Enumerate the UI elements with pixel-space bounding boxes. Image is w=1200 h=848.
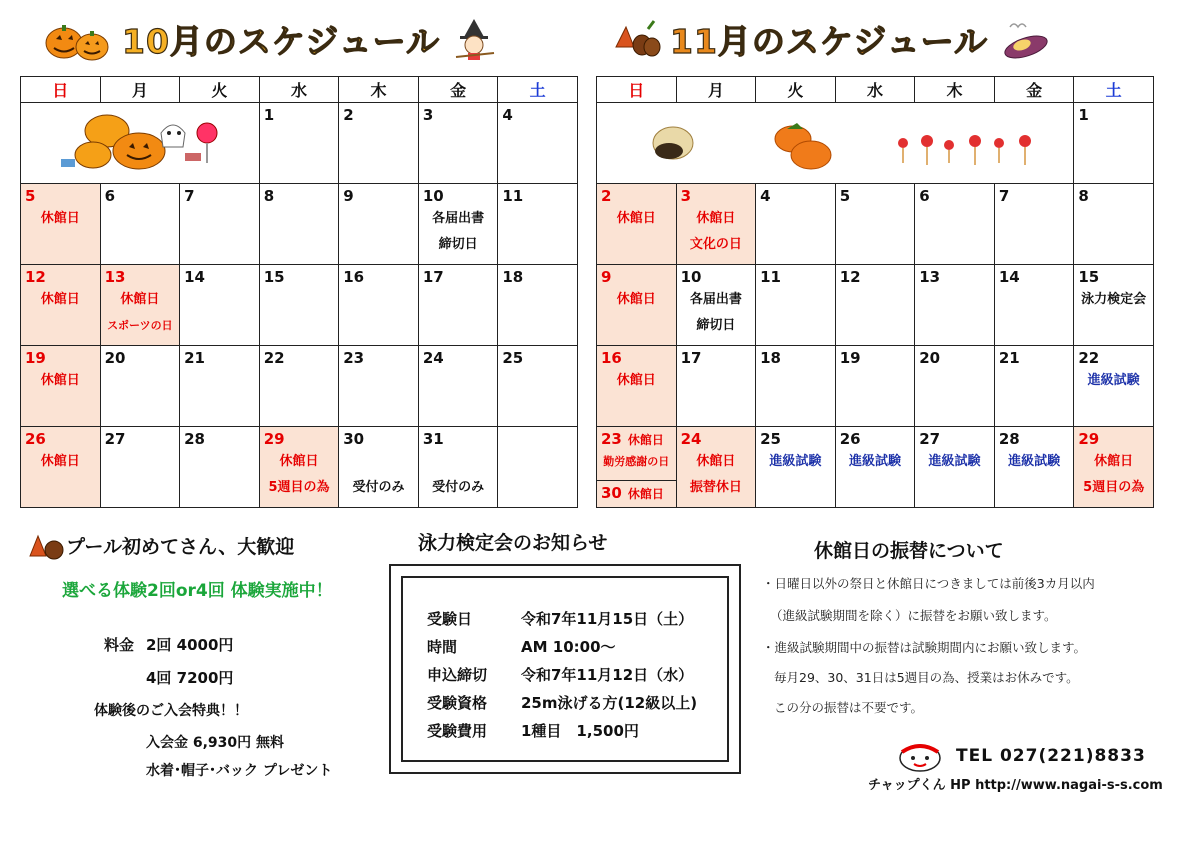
november-title-bar bbox=[612, 14, 1052, 64]
day-number: 4 bbox=[502, 106, 513, 124]
day-number: 18 bbox=[760, 349, 781, 367]
day-cell bbox=[756, 346, 836, 427]
weekday-tue: 火 bbox=[756, 77, 836, 103]
day-number: 17 bbox=[422, 268, 444, 286]
weekday-fri: 金 bbox=[418, 77, 498, 103]
day-number: 30 bbox=[343, 430, 365, 448]
sweet-potato-icon bbox=[996, 17, 1052, 61]
day-cell bbox=[498, 427, 578, 508]
day-cell bbox=[418, 346, 498, 427]
day-cell bbox=[180, 346, 260, 427]
exam-row bbox=[427, 664, 693, 685]
day-note: 休館日 bbox=[696, 211, 736, 226]
day-number: 14 bbox=[184, 268, 205, 286]
transfer-line: この分の振替は不要です。 bbox=[774, 700, 924, 715]
day-cell bbox=[339, 184, 419, 265]
day-number: 9 bbox=[601, 268, 612, 286]
exam-row-label: 受験費用 bbox=[427, 722, 488, 740]
day-number: 2 bbox=[343, 106, 354, 124]
day-cell bbox=[498, 103, 578, 184]
day-number: 23 bbox=[601, 430, 622, 448]
day-cell bbox=[498, 184, 578, 265]
weekday-sun: 日 bbox=[21, 77, 101, 103]
day-number: 2 bbox=[601, 187, 612, 205]
day-number: 20 bbox=[104, 349, 126, 367]
day-note: 勤労感謝の日 bbox=[603, 455, 670, 468]
day-note: 5週目の為 bbox=[1083, 480, 1145, 495]
weekday-thu: 木 bbox=[339, 77, 419, 103]
day-cell bbox=[597, 346, 677, 427]
day-cell bbox=[418, 184, 498, 265]
exam-row-value: 令和7年11月12日（水） bbox=[521, 666, 694, 684]
weekday-header bbox=[21, 77, 578, 103]
day-cell bbox=[339, 346, 419, 427]
day-number: 10 bbox=[422, 187, 444, 205]
contact-block bbox=[868, 738, 1163, 798]
day-note: 進級試験 bbox=[1087, 373, 1140, 388]
week-row bbox=[597, 103, 1154, 184]
day-note: 休館日 bbox=[40, 373, 80, 388]
day-cell bbox=[100, 346, 180, 427]
day-number: 13 bbox=[104, 268, 126, 286]
day-number: 23 bbox=[343, 349, 365, 367]
pool-fee-1: 2回 4000円 bbox=[146, 636, 234, 654]
day-cell bbox=[835, 346, 915, 427]
chestnut-icon bbox=[612, 17, 662, 61]
weekday-sat: 土 bbox=[498, 77, 578, 103]
day-cell bbox=[915, 427, 995, 508]
day-number: 19 bbox=[839, 349, 861, 367]
day-number: 24 bbox=[680, 430, 702, 448]
day-number: 24 bbox=[422, 349, 444, 367]
week-row bbox=[597, 265, 1154, 346]
day-cell bbox=[339, 427, 419, 508]
day-note: 文化の日 bbox=[689, 237, 742, 252]
exam-row-label: 受験日 bbox=[427, 610, 473, 628]
day-note: 各届出書 bbox=[432, 211, 485, 226]
day-cell bbox=[915, 184, 995, 265]
day-number: 5 bbox=[839, 187, 851, 205]
day-number: 12 bbox=[25, 268, 46, 286]
day-note: 休館日 bbox=[120, 292, 160, 307]
exam-row-label: 時間 bbox=[427, 638, 458, 656]
weekday-sat: 土 bbox=[1074, 77, 1154, 103]
day-cell bbox=[418, 103, 498, 184]
weekday-mon: 月 bbox=[100, 77, 180, 103]
day-cell bbox=[259, 103, 339, 184]
october-title: 10月のスケジュール bbox=[122, 21, 440, 61]
day-cell bbox=[339, 265, 419, 346]
october-calendar bbox=[20, 76, 578, 508]
day-number: 22 bbox=[263, 349, 285, 367]
day-note: 進級試験 bbox=[769, 454, 822, 469]
day-cell bbox=[756, 427, 836, 508]
day-note: 進級試験 bbox=[1008, 454, 1061, 469]
day-cell bbox=[1074, 184, 1154, 265]
day-cell bbox=[259, 346, 339, 427]
contact-homepage[interactable]: チャップくん HP http://www.nagai-s-s.com bbox=[868, 778, 1163, 793]
day-cell bbox=[498, 265, 578, 346]
day-number: 18 bbox=[502, 268, 524, 286]
day-cell bbox=[994, 346, 1074, 427]
week-row bbox=[597, 184, 1154, 265]
weekday-mon: 月 bbox=[676, 77, 756, 103]
day-number: 29 bbox=[1078, 430, 1100, 448]
day-number: 12 bbox=[839, 268, 861, 286]
day-cell bbox=[1074, 346, 1154, 427]
week-row bbox=[597, 346, 1154, 427]
day-number: 21 bbox=[998, 349, 1020, 367]
day-number: 25 bbox=[760, 430, 781, 448]
pool-beginner-section bbox=[28, 530, 368, 800]
day-note bbox=[423, 449, 494, 475]
day-cell-top bbox=[597, 427, 676, 481]
pool-benefit-2: 水着･帽子･バック プレゼント bbox=[146, 763, 333, 779]
pool-trial-text: 選べる体験2回or4回 体験実施中！ bbox=[62, 581, 333, 601]
day-cell bbox=[756, 184, 836, 265]
pool-fee-2: 4回 7200円 bbox=[146, 669, 234, 687]
day-note: 進級試験 bbox=[928, 454, 981, 469]
halloween-illustration bbox=[21, 103, 260, 184]
day-number: 11 bbox=[502, 187, 524, 205]
day-cell bbox=[418, 265, 498, 346]
exam-row-value: AM 10:00～ bbox=[521, 638, 616, 656]
autumn-fruits-icon bbox=[597, 103, 1075, 181]
day-cell bbox=[100, 265, 180, 346]
day-cell bbox=[676, 427, 756, 508]
day-cell bbox=[1074, 103, 1154, 184]
day-number: 7 bbox=[184, 187, 195, 205]
day-note: 受付のみ bbox=[352, 480, 405, 495]
day-cell bbox=[259, 265, 339, 346]
weekday-thu: 木 bbox=[915, 77, 995, 103]
weekday-sun: 日 bbox=[597, 77, 677, 103]
day-note: 休館日 bbox=[279, 454, 319, 469]
day-note: 休館日 bbox=[627, 487, 664, 501]
day-note: 受付のみ bbox=[432, 480, 485, 495]
day-number: 31 bbox=[422, 430, 444, 448]
day-number: 17 bbox=[680, 349, 702, 367]
day-cell bbox=[994, 265, 1074, 346]
exam-row-label: 受験資格 bbox=[427, 694, 488, 712]
weekday-tue: 火 bbox=[180, 77, 260, 103]
mascot-icon bbox=[896, 738, 944, 772]
day-number: 30 bbox=[601, 484, 622, 502]
day-number: 8 bbox=[263, 187, 275, 205]
day-note: 休館日 bbox=[40, 292, 80, 307]
exam-info-inner bbox=[401, 576, 729, 762]
day-number: 15 bbox=[263, 268, 285, 286]
day-cell bbox=[418, 427, 498, 508]
day-cell bbox=[676, 265, 756, 346]
pool-benefit: 体験後のご入会特典！！ bbox=[94, 703, 248, 719]
day-note: 5週目の為 bbox=[268, 480, 330, 495]
day-number: 7 bbox=[998, 187, 1010, 205]
week-row bbox=[21, 427, 578, 508]
day-number: 16 bbox=[601, 349, 622, 367]
day-cell bbox=[1074, 265, 1154, 346]
day-note: 休館日 bbox=[616, 211, 656, 226]
day-cell bbox=[676, 184, 756, 265]
pumpkin-icon bbox=[42, 17, 112, 61]
day-note: 締切日 bbox=[438, 237, 478, 252]
day-cell bbox=[100, 427, 180, 508]
exam-row-label: 申込締切 bbox=[427, 666, 488, 684]
day-note bbox=[343, 449, 414, 475]
day-cell bbox=[259, 184, 339, 265]
day-number: 20 bbox=[919, 349, 941, 367]
week-row bbox=[21, 103, 578, 184]
day-cell bbox=[597, 184, 677, 265]
transfer-title: 休館日の振替について bbox=[814, 540, 1004, 562]
day-number: 13 bbox=[919, 268, 941, 286]
day-cell bbox=[835, 265, 915, 346]
day-note: 休館日 bbox=[616, 292, 656, 307]
day-note: 各届出書 bbox=[689, 292, 742, 307]
exam-row bbox=[427, 720, 639, 741]
transfer-line: ・日曜日以外の祭日と休館日につきましては前後3カ月以内 bbox=[762, 576, 1095, 591]
day-cell bbox=[915, 265, 995, 346]
day-number: 29 bbox=[263, 430, 285, 448]
pool-heading-row bbox=[28, 530, 368, 560]
halloween-pumpkins-icon bbox=[21, 103, 259, 181]
day-cell bbox=[259, 427, 339, 508]
day-cell bbox=[597, 265, 677, 346]
exam-info-box bbox=[389, 564, 741, 774]
day-number: 5 bbox=[25, 187, 36, 205]
week-row bbox=[21, 346, 578, 427]
day-number: 26 bbox=[839, 430, 861, 448]
exam-row bbox=[427, 636, 616, 657]
november-calendar bbox=[596, 76, 1154, 508]
day-cell bbox=[339, 103, 419, 184]
october-title-bar bbox=[42, 14, 498, 64]
day-cell bbox=[994, 427, 1074, 508]
day-note: 振替休日 bbox=[689, 480, 742, 495]
witch-icon bbox=[450, 17, 498, 61]
day-number: 16 bbox=[343, 268, 365, 286]
exam-row bbox=[427, 608, 693, 629]
day-number: 3 bbox=[422, 106, 434, 124]
day-cell bbox=[21, 427, 101, 508]
pool-heading: プール初めてさん、大歓迎 bbox=[66, 535, 295, 558]
day-number: 9 bbox=[343, 187, 354, 205]
day-number: 10 bbox=[680, 268, 702, 286]
week-row bbox=[21, 265, 578, 346]
november-title: 11月のスケジュール bbox=[670, 21, 988, 61]
day-cell bbox=[756, 265, 836, 346]
weekday-wed: 水 bbox=[259, 77, 339, 103]
exam-row-value: 25m泳げる方(12級以上) bbox=[521, 694, 698, 712]
day-note: 休館日 bbox=[696, 454, 736, 469]
day-cell bbox=[180, 265, 260, 346]
chestnut-icon bbox=[28, 530, 66, 560]
day-number: 19 bbox=[25, 349, 46, 367]
weekday-fri: 金 bbox=[994, 77, 1074, 103]
day-cell bbox=[994, 184, 1074, 265]
day-number: 28 bbox=[998, 430, 1020, 448]
day-cell bbox=[100, 184, 180, 265]
day-number: 27 bbox=[919, 430, 941, 448]
day-number: 22 bbox=[1078, 349, 1100, 367]
day-number: 6 bbox=[104, 187, 115, 205]
day-number: 28 bbox=[184, 430, 205, 448]
day-note: 休館日 bbox=[616, 373, 656, 388]
transfer-line: 毎月29、30、31日は5週目の為、授業はお休みです。 bbox=[774, 670, 1079, 685]
exam-row-value: 1種目 1,500円 bbox=[521, 722, 639, 740]
transfer-line: （進級試験期間を除く）に振替をお願い致します。 bbox=[770, 608, 1057, 623]
day-note: 休館日 bbox=[40, 211, 80, 226]
day-cell-bottom bbox=[597, 481, 676, 506]
day-note: 締切日 bbox=[696, 318, 736, 333]
day-cell bbox=[180, 427, 260, 508]
day-note: 休館日 bbox=[627, 433, 664, 447]
day-number: 26 bbox=[25, 430, 46, 448]
day-number: 25 bbox=[502, 349, 524, 367]
day-number: 1 bbox=[263, 106, 275, 124]
week-row bbox=[21, 184, 578, 265]
day-number: 11 bbox=[760, 268, 781, 286]
day-number: 1 bbox=[1078, 106, 1089, 124]
day-cell-split bbox=[597, 427, 677, 508]
exam-title: 泳力検定会のお知らせ bbox=[418, 532, 608, 554]
day-number: 3 bbox=[680, 187, 691, 205]
day-cell bbox=[676, 346, 756, 427]
autumn-illustration bbox=[597, 103, 1074, 184]
day-note: 進級試験 bbox=[848, 454, 901, 469]
day-cell bbox=[180, 184, 260, 265]
day-cell bbox=[498, 346, 578, 427]
day-number: 21 bbox=[184, 349, 205, 367]
exam-row-value: 令和7年11月15日（土） bbox=[521, 610, 694, 628]
day-cell bbox=[21, 184, 101, 265]
day-number: 6 bbox=[919, 187, 930, 205]
day-number: 27 bbox=[104, 430, 126, 448]
day-number: 4 bbox=[760, 187, 771, 205]
pool-benefit-1: 入会金 6,930円 無料 bbox=[146, 735, 285, 751]
day-note: 休館日 bbox=[40, 454, 80, 469]
day-number: 14 bbox=[998, 268, 1020, 286]
day-cell bbox=[1074, 427, 1154, 508]
weekday-wed: 水 bbox=[835, 77, 915, 103]
pool-fee-label: 料金 bbox=[104, 636, 135, 654]
day-cell bbox=[21, 265, 101, 346]
day-cell bbox=[835, 427, 915, 508]
transfer-line: ・進級試験期間中の振替は試験期間内にお願い致します。 bbox=[762, 640, 1087, 655]
day-note: 泳力検定会 bbox=[1081, 292, 1147, 307]
day-number: 8 bbox=[1078, 187, 1089, 205]
day-number: 15 bbox=[1078, 268, 1100, 286]
weekday-header bbox=[597, 77, 1154, 103]
day-cell bbox=[21, 346, 101, 427]
day-cell bbox=[915, 346, 995, 427]
day-note: 休館日 bbox=[1094, 454, 1134, 469]
day-note: スポーツの日 bbox=[107, 319, 173, 332]
week-row bbox=[597, 427, 1154, 508]
day-cell bbox=[835, 184, 915, 265]
exam-row bbox=[427, 692, 697, 713]
contact-tel: TEL 027(221)8833 bbox=[956, 746, 1146, 766]
